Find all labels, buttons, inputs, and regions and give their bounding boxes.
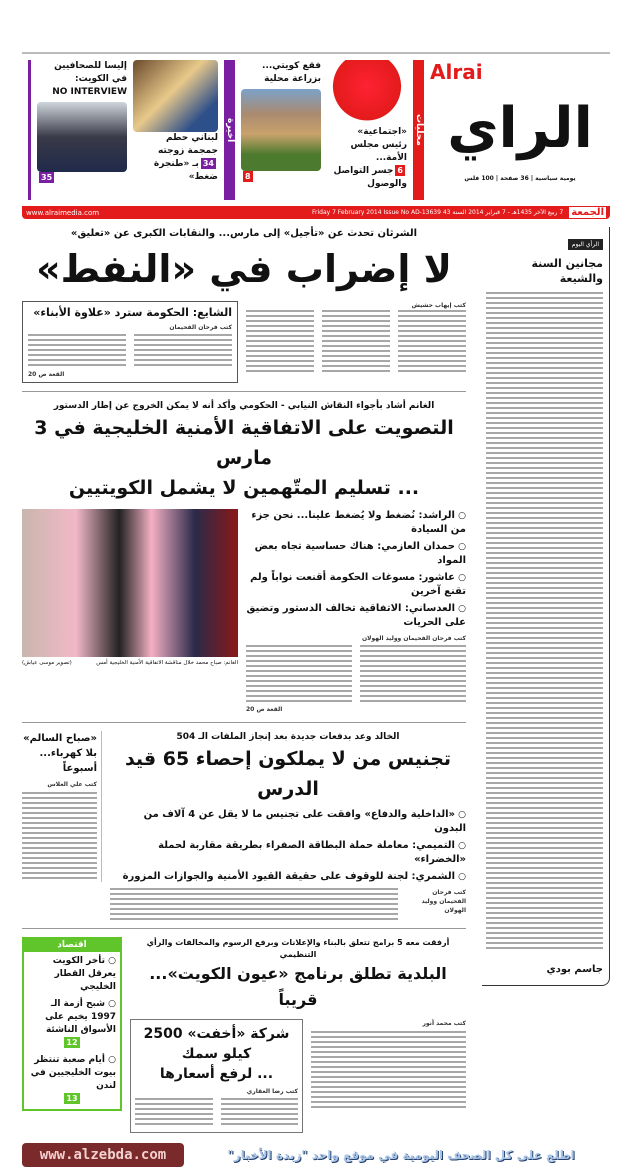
story1-box-title[interactable]: الشايع: الحكومة سترد «علاوة الأبناء» bbox=[33, 306, 232, 319]
story1-box-col2 bbox=[28, 334, 126, 368]
economy-item-text: شبح أزمة الـ 1997 يخيم على الأسواق الناشئة bbox=[45, 999, 116, 1035]
story3 bbox=[110, 731, 466, 920]
story2-byline: كتب فرحان الفحيمان ووليد الهولان bbox=[361, 635, 466, 642]
story4-box bbox=[130, 1019, 303, 1133]
economy-item[interactable]: ○ تأخر الكويت يعرقل القطار الخليجي bbox=[52, 956, 116, 992]
date-strip bbox=[22, 206, 610, 219]
divider bbox=[22, 928, 466, 929]
story3-headline[interactable]: تجنيس من لا يملكون إحصاء 65 قيد الدرس bbox=[124, 748, 452, 800]
divider bbox=[22, 391, 466, 392]
story2-ref: القعة ص 20 bbox=[246, 706, 283, 713]
story2-photo-block bbox=[22, 509, 238, 667]
story4-kicker: أرفقت معه 5 برامج تتعلق بالبناء والإعلانات وبرفع الرسوم والمخالفات والرأي التنظيمي bbox=[146, 938, 450, 959]
bottom-banner bbox=[22, 1143, 610, 1167]
day-label: الجمعة bbox=[571, 207, 604, 218]
story4-byline: كتب محمد أنور bbox=[422, 1020, 466, 1027]
story1-col2 bbox=[322, 310, 390, 374]
economy-item[interactable]: ○ أيام صعبة تنتظر بيوت الخليجيين في لندن 13 bbox=[30, 1055, 116, 1103]
teaser-page: 6 bbox=[397, 166, 403, 175]
section-local: محليات bbox=[413, 60, 424, 200]
logo-arabic: الراي bbox=[447, 96, 593, 161]
teaser-line: رئيس مجلس الأمة... bbox=[350, 140, 407, 163]
teaser-line: «اجتماعية» bbox=[357, 127, 407, 137]
side-box-byline: كتب علي العلاس bbox=[47, 781, 97, 788]
story4-box-title-1[interactable]: شركة «أخفت» 2500 كيلو سمك bbox=[143, 1026, 290, 1062]
story3-kicker: الخالد وعد بدفعات جديدة بعد إنجاز الملفات الـ 504 bbox=[176, 732, 400, 742]
date-line: 7 ربيع الآخر 1435هـ - 7 فبراير 2014 السنة 43 Friday 7 February 2014 Issue No AD-13639 bbox=[311, 209, 564, 216]
logo-block bbox=[430, 60, 610, 200]
teaser-3[interactable] bbox=[133, 60, 218, 200]
main-column bbox=[22, 227, 466, 1133]
story1-headline[interactable]: لا إضراب في «النفط» bbox=[36, 247, 452, 291]
teaser-line: جمجمة زوجته bbox=[157, 146, 218, 156]
teaser-image-truffles[interactable] bbox=[241, 89, 321, 171]
story2-headline-1[interactable]: التصويت على الاتفاقية الأمنية الخليجية في 3 مارس bbox=[34, 417, 454, 469]
subline: يومية سياسية | 36 صفحة | 100 فلس bbox=[464, 175, 576, 182]
teaser-line: لبناني حطم bbox=[165, 133, 218, 143]
story2-photo-credit: (تصوير موسى عياش) bbox=[22, 660, 72, 666]
economy-item-page: 13 bbox=[66, 1094, 78, 1103]
story3-byline: كتب فرحان الفحيمان ووليد الهولان bbox=[421, 889, 466, 914]
masthead bbox=[22, 60, 610, 200]
teaser-line: فقع كويتي... bbox=[262, 61, 321, 71]
section-last: أخيرة bbox=[224, 60, 235, 200]
story4-body bbox=[311, 1031, 466, 1111]
story1-byline: كتب إيهاب حشيش bbox=[411, 302, 466, 309]
editorial-section: الرأي اليوم bbox=[568, 239, 603, 250]
story2-bullet: ○ عاشور: مسوغات الحكومة أقنعت نواباً ولم تقنع آخرين bbox=[246, 571, 466, 599]
teaser-line: جسر التواصل والوصول bbox=[333, 166, 407, 189]
economy-item[interactable]: ○ شبح أزمة الـ 1997 يخيم على الأسواق الناشئة 12 bbox=[45, 999, 116, 1047]
top-rule bbox=[22, 52, 610, 54]
website-link[interactable]: www.alraimedia.com bbox=[26, 208, 100, 217]
banner-site[interactable]: www.alzebda.com bbox=[22, 1143, 184, 1167]
story2-kicker: الغانم أشاد بأجواء النقاش النيابي - الحكومي وأكد أنه لا يمكن الخروج عن إطار الدستور bbox=[53, 401, 435, 411]
economy-item-page: 12 bbox=[66, 1038, 78, 1047]
story1-kicker: الشرثان تحدث عن «تأجيل» إلى مارس... والنقابات الكبرى عن «تعليق» bbox=[70, 228, 418, 239]
story4-box-col1 bbox=[221, 1098, 299, 1128]
story1-box-byline: كتب فرحان الفحيمان bbox=[169, 324, 232, 331]
teaser-page: 8 bbox=[245, 172, 251, 181]
teaser-line: إليسا للصحافيين bbox=[54, 61, 127, 71]
teaser-4[interactable] bbox=[37, 60, 127, 200]
story2-photo[interactable] bbox=[22, 509, 238, 657]
story1-col3 bbox=[246, 310, 314, 374]
teaser-image-elissa[interactable] bbox=[133, 60, 218, 132]
teaser-1[interactable] bbox=[327, 60, 407, 200]
story4-box-title-2[interactable]: ... لرفع أسعارها bbox=[159, 1066, 274, 1082]
story1-box-ref: القعة ص 20 bbox=[28, 371, 65, 378]
logo-english: Alrai bbox=[430, 60, 483, 84]
story4-text bbox=[311, 1019, 466, 1111]
story2-caption: الغانم: صباح محمد خلال مناقشة الاتفاقية الأمنية الخليجية أمس bbox=[96, 660, 238, 666]
teaser-line: في الكويت: bbox=[75, 74, 127, 84]
economy-item-text: أيام صعبة تنتظر بيوت الخليجيين في لندن bbox=[30, 1055, 116, 1091]
section-edge bbox=[28, 60, 31, 200]
editorial-body bbox=[486, 292, 603, 952]
story4 bbox=[130, 937, 466, 1133]
story4-box-col2 bbox=[135, 1098, 213, 1128]
story2-bullet: ○ الراشد: نُضغط ولا يُضغط علينا... نحن جزء من السيادة bbox=[246, 509, 466, 537]
teaser-page: 35 bbox=[41, 173, 53, 182]
story3-bullet: ○ الشمري: لجنة للوقوف على حقيقة القيود الأمنية والجوازات المزورة bbox=[110, 870, 466, 884]
story2-col2 bbox=[246, 645, 352, 705]
editorial-title: مجانين السنة والشيعة bbox=[531, 257, 603, 285]
story3-bullet: ○ التميمي: معاملة حملة البطاقة الصفراء بطريقة مقاربة لحملة «الخضراء» bbox=[110, 839, 466, 867]
story2-bullet: ○ حمدان العازمي: هناك حساسية تجاه بعض المواد bbox=[246, 540, 466, 568]
economy-item-text: تأخر الكويت يعرقل القطار الخليجي bbox=[52, 956, 116, 992]
story2-text bbox=[246, 509, 466, 714]
editorial-column bbox=[482, 227, 610, 986]
story2-col1 bbox=[360, 645, 466, 705]
story4-headline[interactable]: البلدية تطلق برنامج «عيون الكويت»... قريباً bbox=[149, 964, 447, 1009]
economy-title: اقتصاد bbox=[24, 939, 120, 952]
story1-box-col1 bbox=[134, 334, 232, 368]
teaser-line: بزراعة محلية bbox=[264, 74, 321, 84]
side-box-title[interactable]: «صباح السالم» بلا كهرباء... أسبوعاً bbox=[23, 733, 97, 774]
banner-text: اطلع على كل الصحف اليومية في موقع واحد "زبدة الأخبار" bbox=[227, 1148, 575, 1162]
teaser-line: NO INTERVIEW bbox=[52, 87, 127, 97]
teaser-page: 34 bbox=[202, 159, 214, 168]
teaser-line: بـ «طنجرة ضغط» bbox=[153, 159, 218, 182]
story3-bullet: ○ «الداخلية والدفاع» وافقت على تجنيس ما لا يقل عن 4 آلاف من البدون bbox=[110, 808, 466, 836]
teaser-image-map[interactable] bbox=[327, 60, 407, 126]
side-box-body bbox=[22, 792, 97, 882]
divider bbox=[22, 722, 466, 723]
story2-bullet: ○ العدساني: الاتفاقية تخالف الدستور وتضيق على الحريات bbox=[246, 602, 466, 630]
teaser-2[interactable] bbox=[241, 60, 321, 200]
story4-box-byline: كتب رضا العقاري bbox=[246, 1088, 298, 1095]
teaser-image-crowd[interactable] bbox=[37, 102, 127, 172]
story3-body bbox=[110, 888, 398, 920]
story1-col1 bbox=[398, 310, 466, 374]
story1-columns bbox=[246, 301, 466, 374]
side-box bbox=[22, 731, 102, 882]
story2-headline-2[interactable]: ... تسليم المتّهمين لا يشمل الكويتيين bbox=[68, 477, 420, 499]
editorial-author: جاسم بودي bbox=[546, 964, 603, 975]
story1-box bbox=[22, 301, 238, 383]
economy-box bbox=[22, 937, 122, 1111]
